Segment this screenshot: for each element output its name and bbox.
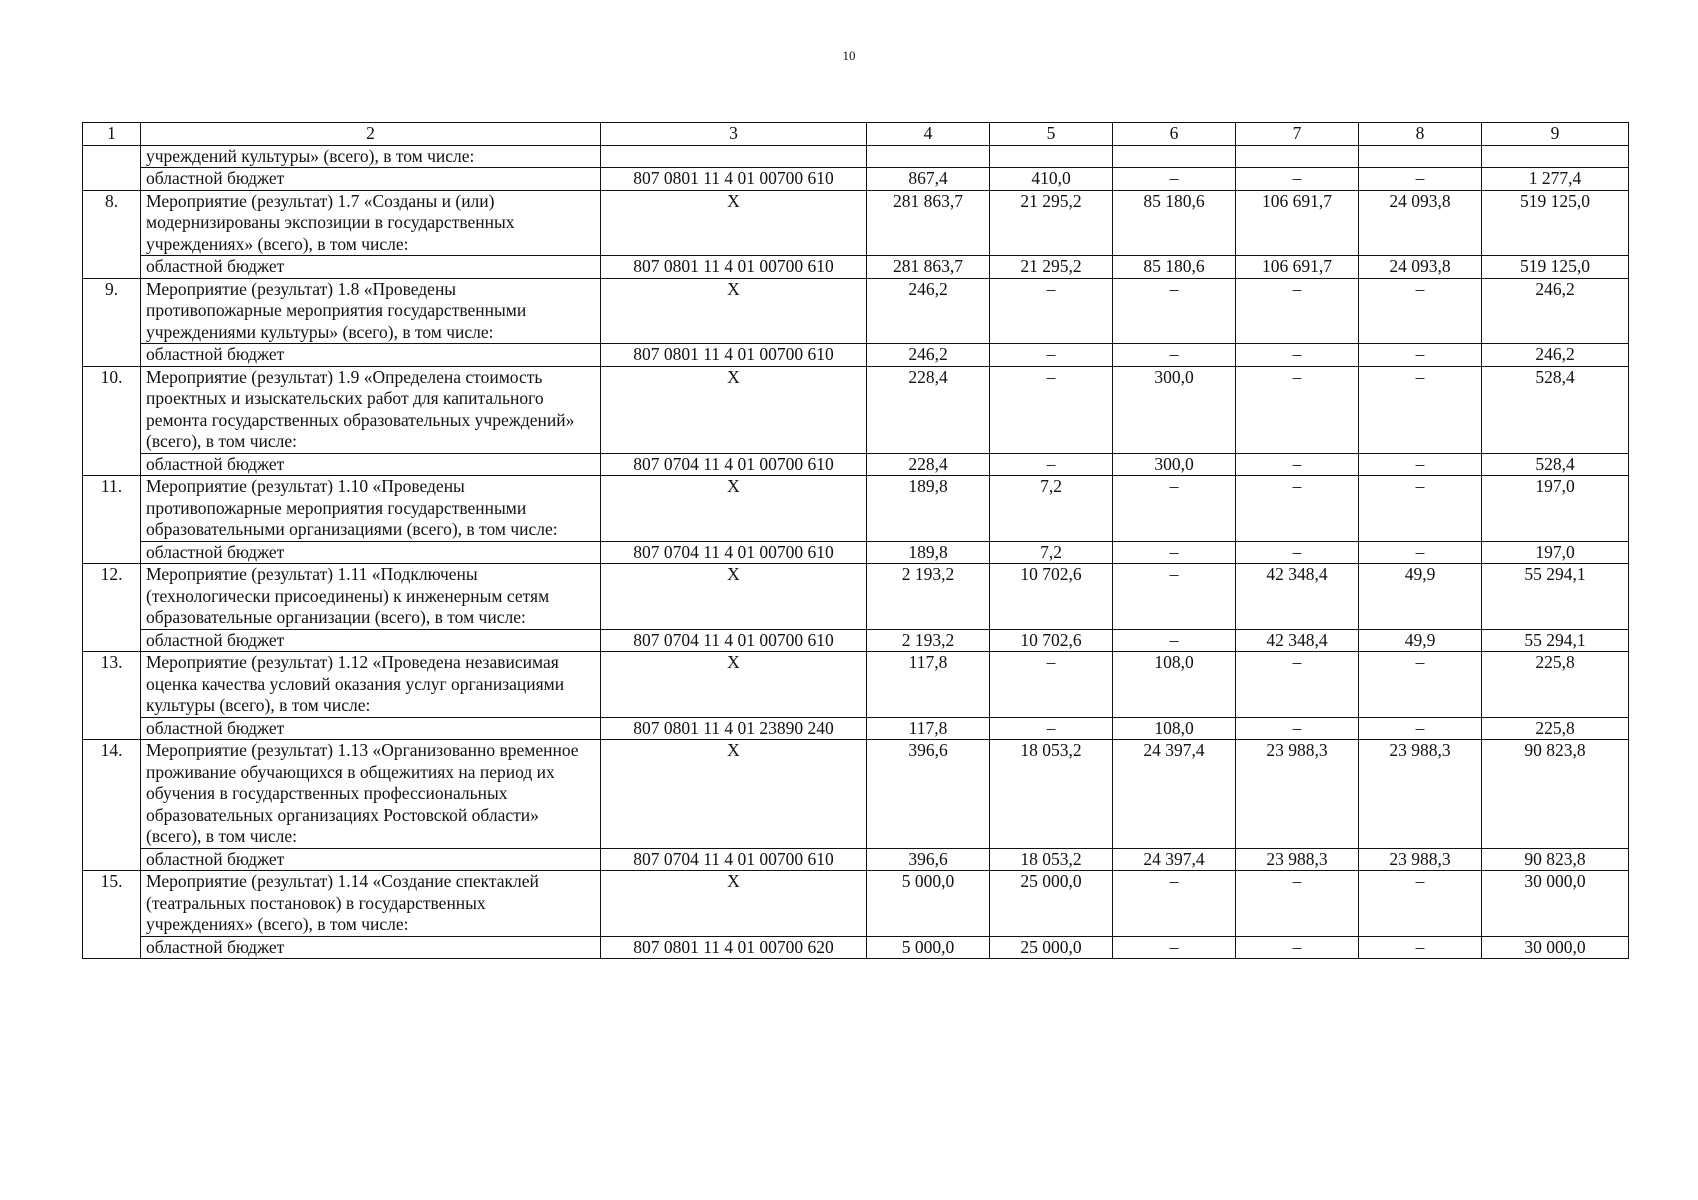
value-cell: 2 193,2 bbox=[867, 629, 990, 652]
value-cell: 42 348,4 bbox=[1236, 629, 1359, 652]
value-cell: 281 863,7 bbox=[867, 256, 990, 279]
value-cell: – bbox=[1236, 541, 1359, 564]
value-cell: 396,6 bbox=[867, 740, 990, 849]
value-cell: 42 348,4 bbox=[1236, 564, 1359, 630]
value-cell: – bbox=[1359, 168, 1482, 191]
budget-table bbox=[82, 122, 1629, 959]
measure-row bbox=[83, 476, 1629, 542]
budget-code: 807 0704 11 4 01 00700 610 bbox=[601, 541, 867, 564]
value-cell: 106 691,7 bbox=[1236, 256, 1359, 279]
value-cell: 117,8 bbox=[867, 652, 990, 718]
subrow-regional-budget bbox=[83, 717, 1629, 740]
total-cell: 197,0 bbox=[1482, 541, 1629, 564]
value-cell: 21 295,2 bbox=[990, 190, 1113, 256]
value-cell bbox=[1236, 145, 1359, 168]
value-cell: – bbox=[1113, 344, 1236, 367]
value-cell: 7,2 bbox=[990, 541, 1113, 564]
value-cell: 24 093,8 bbox=[1359, 256, 1482, 279]
measure-description: Мероприятие (результат) 1.13 «Организованно временное проживание обучающихся в общежитиях на период их обучения в государственных профессиональных образовательных организациях Ростовской области» (всего), в том числе: bbox=[141, 740, 601, 849]
measure-row bbox=[83, 652, 1629, 718]
value-cell: – bbox=[990, 278, 1113, 344]
value-cell: 23 988,3 bbox=[1236, 848, 1359, 871]
value-cell: – bbox=[990, 453, 1113, 476]
measure-description: Мероприятие (результат) 1.9 «Определена стоимость проектных и изыскательских работ для капитального ремонта государственных образовательных учреждений» (всего), в том числе: bbox=[141, 366, 601, 453]
value-cell: 10 702,6 bbox=[990, 629, 1113, 652]
continuation-row bbox=[83, 145, 1629, 168]
value-cell: 108,0 bbox=[1113, 652, 1236, 718]
budget-source-label: областной бюджет bbox=[141, 848, 601, 871]
total-cell: 1 277,4 bbox=[1482, 168, 1629, 191]
value-cell: 300,0 bbox=[1113, 366, 1236, 453]
measure-description: Мероприятие (результат) 1.11 «Подключены (технологически присоединены) к инженерным сетям образовательные организации (всего), в том числе: bbox=[141, 564, 601, 630]
value-cell: 300,0 bbox=[1113, 453, 1236, 476]
value-cell: – bbox=[1359, 717, 1482, 740]
header-cell-3: 3 bbox=[601, 123, 867, 146]
value-cell: – bbox=[1359, 344, 1482, 367]
subrow-regional-budget bbox=[83, 256, 1629, 279]
value-cell: 23 988,3 bbox=[1236, 740, 1359, 849]
budget-code: X bbox=[601, 652, 867, 718]
budget-source-label: областной бюджет bbox=[141, 256, 601, 279]
value-cell: – bbox=[1236, 278, 1359, 344]
row-number bbox=[83, 145, 141, 190]
budget-code: X bbox=[601, 740, 867, 849]
budget-source-label: областной бюджет bbox=[141, 629, 601, 652]
value-cell: – bbox=[1113, 871, 1236, 937]
row-number: 12. bbox=[83, 564, 141, 652]
value-cell: 396,6 bbox=[867, 848, 990, 871]
value-cell: 246,2 bbox=[867, 344, 990, 367]
total-cell: 30 000,0 bbox=[1482, 871, 1629, 937]
total-cell: 55 294,1 bbox=[1482, 629, 1629, 652]
value-cell: – bbox=[1359, 278, 1482, 344]
header-row bbox=[83, 123, 1629, 146]
value-cell: 108,0 bbox=[1113, 717, 1236, 740]
row-number: 14. bbox=[83, 740, 141, 871]
measure-description: Мероприятие (результат) 1.14 «Создание спектаклей (театральных постановок) в государственных учреждениях» (всего), в том числе: bbox=[141, 871, 601, 937]
budget-code: X bbox=[601, 278, 867, 344]
value-cell: – bbox=[1236, 936, 1359, 959]
total-cell bbox=[1482, 145, 1629, 168]
value-cell: 85 180,6 bbox=[1113, 190, 1236, 256]
subrow-regional-budget bbox=[83, 936, 1629, 959]
value-cell: – bbox=[1236, 871, 1359, 937]
subrow-regional-budget bbox=[83, 453, 1629, 476]
total-cell: 246,2 bbox=[1482, 278, 1629, 344]
value-cell: 189,8 bbox=[867, 476, 990, 542]
value-cell: – bbox=[1359, 476, 1482, 542]
budget-source-label: областной бюджет bbox=[141, 936, 601, 959]
header-cell-2: 2 bbox=[141, 123, 601, 146]
value-cell: 49,9 bbox=[1359, 564, 1482, 630]
total-cell: 519 125,0 bbox=[1482, 256, 1629, 279]
total-cell: 90 823,8 bbox=[1482, 740, 1629, 849]
value-cell: 228,4 bbox=[867, 366, 990, 453]
value-cell: 2 193,2 bbox=[867, 564, 990, 630]
value-cell: – bbox=[1236, 366, 1359, 453]
budget-code: 807 0801 11 4 01 00700 610 bbox=[601, 344, 867, 367]
value-cell: – bbox=[1113, 278, 1236, 344]
budget-source-label: областной бюджет bbox=[141, 717, 601, 740]
value-cell: 25 000,0 bbox=[990, 871, 1113, 937]
budget-code: 807 0801 11 4 01 00700 620 bbox=[601, 936, 867, 959]
value-cell: – bbox=[1113, 476, 1236, 542]
value-cell: 189,8 bbox=[867, 541, 990, 564]
measure-row bbox=[83, 740, 1629, 849]
row-number: 8. bbox=[83, 190, 141, 278]
value-cell: – bbox=[1359, 936, 1482, 959]
total-cell: 528,4 bbox=[1482, 366, 1629, 453]
budget-code: X bbox=[601, 564, 867, 630]
subrow-regional-budget bbox=[83, 848, 1629, 871]
value-cell: – bbox=[1359, 541, 1482, 564]
measure-description: Мероприятие (результат) 1.12 «Проведена независимая оценка качества условий оказания услуг организациями культуры (всего), в том числе: bbox=[141, 652, 601, 718]
page-number: 10 bbox=[842, 48, 856, 63]
budget-source-label: областной бюджет bbox=[141, 168, 601, 191]
value-cell: – bbox=[1236, 453, 1359, 476]
row-number: 10. bbox=[83, 366, 141, 476]
measure-row bbox=[83, 190, 1629, 256]
value-cell: 85 180,6 bbox=[1113, 256, 1236, 279]
header-cell-9: 9 bbox=[1482, 123, 1629, 146]
measure-description: Мероприятие (результат) 1.8 «Проведены противопожарные мероприятия государственными учреждениями культуры» (всего), в том числе: bbox=[141, 278, 601, 344]
value-cell bbox=[990, 145, 1113, 168]
value-cell bbox=[1359, 145, 1482, 168]
value-cell: 23 988,3 bbox=[1359, 740, 1482, 849]
budget-code: 807 0704 11 4 01 00700 610 bbox=[601, 848, 867, 871]
measure-row bbox=[83, 366, 1629, 453]
value-cell: 24 397,4 bbox=[1113, 740, 1236, 849]
value-cell: – bbox=[1113, 629, 1236, 652]
budget-code: X bbox=[601, 871, 867, 937]
header-cell-1: 1 bbox=[83, 123, 141, 146]
value-cell: – bbox=[990, 717, 1113, 740]
measure-row bbox=[83, 871, 1629, 937]
subrow-regional-budget bbox=[83, 629, 1629, 652]
value-cell: – bbox=[1113, 936, 1236, 959]
total-cell: 519 125,0 bbox=[1482, 190, 1629, 256]
total-cell: 197,0 bbox=[1482, 476, 1629, 542]
row-number: 11. bbox=[83, 476, 141, 564]
value-cell: 246,2 bbox=[867, 278, 990, 344]
budget-code: 807 0704 11 4 01 00700 610 bbox=[601, 629, 867, 652]
budget-code: X bbox=[601, 476, 867, 542]
value-cell: – bbox=[1359, 453, 1482, 476]
budget-source-label: областной бюджет bbox=[141, 453, 601, 476]
value-cell: 410,0 bbox=[990, 168, 1113, 191]
budget-code: 807 0801 11 4 01 23890 240 bbox=[601, 717, 867, 740]
total-cell: 528,4 bbox=[1482, 453, 1629, 476]
value-cell: 49,9 bbox=[1359, 629, 1482, 652]
value-cell: – bbox=[990, 366, 1113, 453]
value-cell: 21 295,2 bbox=[990, 256, 1113, 279]
value-cell: 281 863,7 bbox=[867, 190, 990, 256]
value-cell: 106 691,7 bbox=[1236, 190, 1359, 256]
total-cell: 55 294,1 bbox=[1482, 564, 1629, 630]
row-number: 9. bbox=[83, 278, 141, 366]
table-body bbox=[83, 123, 1629, 959]
budget-source-label: областной бюджет bbox=[141, 541, 601, 564]
budget-source-label: областной бюджет bbox=[141, 344, 601, 367]
value-cell: 18 053,2 bbox=[990, 848, 1113, 871]
value-cell: – bbox=[990, 652, 1113, 718]
value-cell: 23 988,3 bbox=[1359, 848, 1482, 871]
total-cell: 246,2 bbox=[1482, 344, 1629, 367]
measure-row bbox=[83, 278, 1629, 344]
value-cell: – bbox=[990, 344, 1113, 367]
header-cell-6: 6 bbox=[1113, 123, 1236, 146]
row-number: 15. bbox=[83, 871, 141, 959]
budget-code bbox=[601, 145, 867, 168]
value-cell bbox=[1113, 145, 1236, 168]
measure-row bbox=[83, 564, 1629, 630]
value-cell: 5 000,0 bbox=[867, 871, 990, 937]
value-cell: – bbox=[1236, 717, 1359, 740]
subrow-regional-budget bbox=[83, 168, 1629, 191]
subrow-regional-budget bbox=[83, 541, 1629, 564]
header-cell-7: 7 bbox=[1236, 123, 1359, 146]
budget-code: X bbox=[601, 190, 867, 256]
value-cell: – bbox=[1236, 344, 1359, 367]
measure-description: Мероприятие (результат) 1.10 «Проведены противопожарные мероприятия государственными образовательными организациями (всего), в том числе: bbox=[141, 476, 601, 542]
total-cell: 225,8 bbox=[1482, 717, 1629, 740]
budget-code: 807 0704 11 4 01 00700 610 bbox=[601, 453, 867, 476]
value-cell: – bbox=[1236, 652, 1359, 718]
value-cell: – bbox=[1359, 366, 1482, 453]
value-cell: – bbox=[1113, 564, 1236, 630]
value-cell: 18 053,2 bbox=[990, 740, 1113, 849]
value-cell: 117,8 bbox=[867, 717, 990, 740]
value-cell bbox=[867, 145, 990, 168]
total-cell: 225,8 bbox=[1482, 652, 1629, 718]
value-cell: 5 000,0 bbox=[867, 936, 990, 959]
budget-code: X bbox=[601, 366, 867, 453]
header-cell-4: 4 bbox=[867, 123, 990, 146]
value-cell: 24 397,4 bbox=[1113, 848, 1236, 871]
value-cell: – bbox=[1236, 168, 1359, 191]
value-cell: 7,2 bbox=[990, 476, 1113, 542]
total-cell: 90 823,8 bbox=[1482, 848, 1629, 871]
value-cell: – bbox=[1359, 871, 1482, 937]
header-cell-8: 8 bbox=[1359, 123, 1482, 146]
value-cell: – bbox=[1113, 541, 1236, 564]
total-cell: 30 000,0 bbox=[1482, 936, 1629, 959]
subrow-regional-budget bbox=[83, 344, 1629, 367]
budget-code: 807 0801 11 4 01 00700 610 bbox=[601, 168, 867, 191]
value-cell: – bbox=[1236, 476, 1359, 542]
value-cell: – bbox=[1113, 168, 1236, 191]
value-cell: 228,4 bbox=[867, 453, 990, 476]
row-number: 13. bbox=[83, 652, 141, 740]
header-cell-5: 5 bbox=[990, 123, 1113, 146]
budget-code: 807 0801 11 4 01 00700 610 bbox=[601, 256, 867, 279]
measure-description: Мероприятие (результат) 1.7 «Созданы и (или) модернизированы экспозиции в государственных учреждениях» (всего), в том числе: bbox=[141, 190, 601, 256]
value-cell: 867,4 bbox=[867, 168, 990, 191]
measure-description: учреждений культуры» (всего), в том числе: bbox=[141, 145, 601, 168]
value-cell: 10 702,6 bbox=[990, 564, 1113, 630]
value-cell: 24 093,8 bbox=[1359, 190, 1482, 256]
value-cell: – bbox=[1359, 652, 1482, 718]
value-cell: 25 000,0 bbox=[990, 936, 1113, 959]
